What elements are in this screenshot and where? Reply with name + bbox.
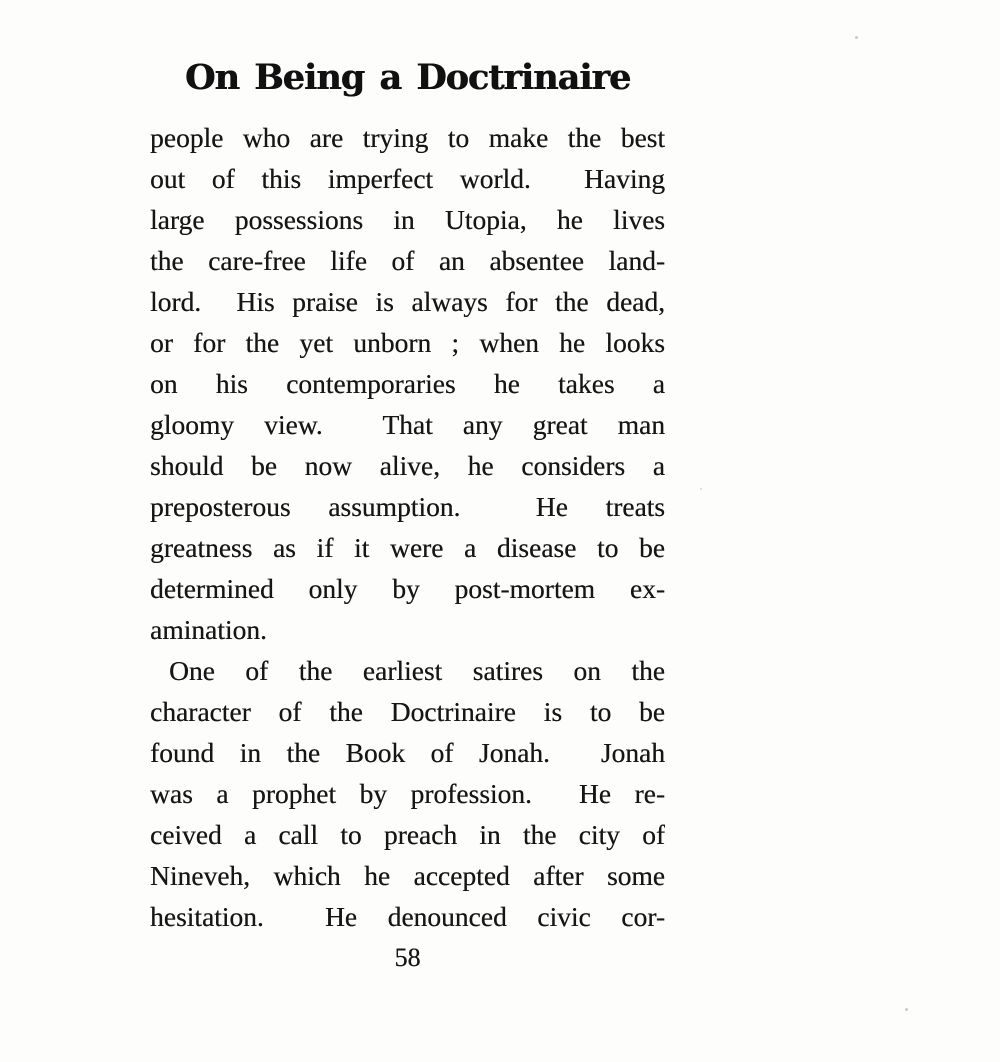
page-number: 58 xyxy=(394,943,421,972)
text-line: ceived a call to preach in the city of xyxy=(150,819,665,850)
text-line: One of the earliest satires on the xyxy=(169,655,665,686)
text-line: the care-free life of an absentee land- xyxy=(150,245,665,276)
body-text xyxy=(150,117,665,937)
text-line: character of the Doctrinaire is to be xyxy=(150,696,665,727)
text-line: out of this imperfect world. Having xyxy=(150,163,665,194)
text-line: was a prophet by profession. He re- xyxy=(150,778,665,809)
text-line: found in the Book of Jonah. Jonah xyxy=(150,737,665,768)
text-line: amination. xyxy=(150,614,267,645)
scan-speck xyxy=(905,1008,908,1011)
text-line: greatness as if it were a disease to be xyxy=(150,532,665,563)
chapter-title: On Being a Doctrinaire xyxy=(184,57,631,98)
scan-speck xyxy=(855,36,858,39)
scan-speck xyxy=(700,488,702,490)
text-line: gloomy view. That any great man xyxy=(150,409,665,440)
text-line: lord. His praise is always for the dead, xyxy=(150,286,665,317)
text-line: preposterous assumption. He treats xyxy=(150,491,665,522)
text-line: or for the yet unborn ; when he looks xyxy=(150,327,665,358)
text-line: should be now alive, he considers a xyxy=(150,450,665,481)
text-line: determined only by post-mortem ex- xyxy=(150,573,665,604)
text-line: large possessions in Utopia, he lives xyxy=(150,204,665,235)
text-line: Nineveh, which he accepted after some xyxy=(150,860,665,891)
text-line: hesitation. He denounced civic cor- xyxy=(150,901,665,932)
text-line: people who are trying to make the best xyxy=(150,122,665,153)
text-line: on his contemporaries he takes a xyxy=(150,368,665,399)
